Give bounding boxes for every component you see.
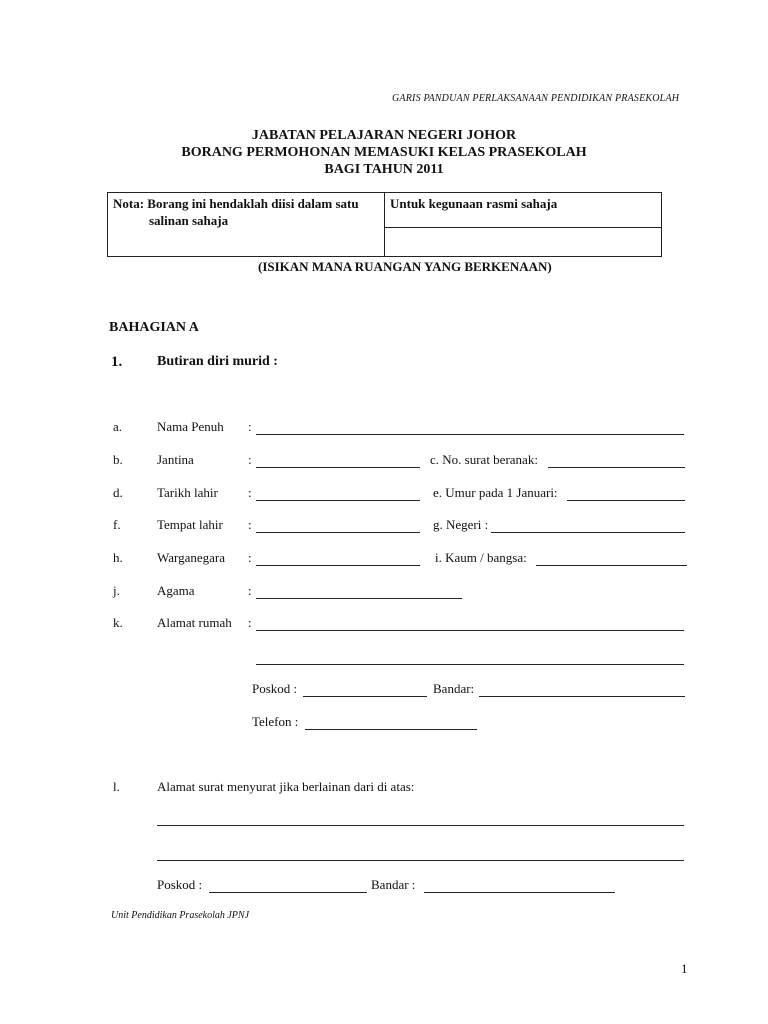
field-key: h. — [113, 550, 123, 565]
field-key: b. — [113, 452, 123, 467]
table-divider — [384, 193, 385, 256]
running-header: GARIS PANDUAN PERLAKSANAAN PENDIDIKAN PRASEKOLAH — [392, 93, 680, 104]
birth-cert-label: c. No. surat beranak: — [430, 452, 538, 467]
race-field[interactable] — [536, 565, 687, 566]
phone-label: Telefon : — [252, 714, 299, 729]
postcode-label: Poskod : — [252, 681, 298, 696]
field-key: k. — [113, 615, 123, 630]
official-use-label: Untuk kegunaan rasmi sahaja — [390, 196, 558, 211]
question-label: Butiran diri murid : — [157, 354, 278, 369]
colon: : — [248, 419, 252, 434]
table-divider — [384, 227, 661, 228]
religion-field[interactable] — [256, 598, 462, 599]
race-label: i. Kaum / bangsa: — [435, 550, 527, 565]
state-label: g. Negeri : — [433, 517, 489, 532]
city-field[interactable] — [479, 696, 685, 697]
title-form: BORANG PERMOHONAN MEMASUKI KELAS PRASEKOLAH — [181, 145, 587, 160]
question-number: 1. — [111, 354, 123, 370]
note-table — [107, 192, 662, 257]
colon: : — [248, 583, 252, 598]
religion-label: Agama — [157, 583, 195, 598]
mailing-address-line-1[interactable] — [157, 825, 684, 826]
citizenship-field[interactable] — [256, 565, 420, 566]
city-label: Bandar: — [433, 681, 475, 696]
title-department: JABATAN PELAJARAN NEGERI JOHOR — [251, 128, 517, 143]
section-heading: BAHAGIAN A — [109, 320, 199, 335]
home-address-line-2[interactable] — [256, 664, 684, 665]
title-year: BAGI TAHUN 2011 — [324, 162, 444, 177]
age-field[interactable] — [567, 500, 685, 501]
home-address-label: Alamat rumah — [157, 615, 232, 630]
age-label: e. Umur pada 1 Januari: — [433, 485, 558, 500]
colon: : — [248, 550, 252, 565]
note-line-1: Nota: Borang ini hendaklah diisi dalam satu — [113, 196, 359, 211]
field-key: a. — [113, 419, 123, 434]
full-name-field[interactable] — [256, 434, 684, 435]
page-number: 1 — [681, 961, 688, 976]
colon: : — [248, 452, 252, 467]
postcode-field[interactable] — [303, 696, 427, 697]
birth-cert-field[interactable] — [548, 467, 685, 468]
field-key: l. — [113, 779, 120, 794]
birth-date-field[interactable] — [256, 500, 420, 501]
colon: : — [248, 485, 252, 500]
birth-date-label: Tarikh lahir — [157, 485, 218, 500]
instruction-text: (ISIKAN MANA RUANGAN YANG BERKENAAN) — [258, 259, 552, 274]
gender-field[interactable] — [256, 467, 420, 468]
colon: : — [248, 615, 252, 630]
footer-unit: Unit Pendidikan Prasekolah JPNJ — [111, 910, 250, 921]
gender-label: Jantina — [157, 452, 194, 467]
field-key: f. — [113, 517, 121, 532]
field-key: d. — [113, 485, 123, 500]
birth-place-field[interactable] — [256, 532, 420, 533]
note-line-2: salinan sahaja — [149, 213, 229, 228]
mailing-address-label: Alamat surat menyurat jika berlainan dari di atas: — [157, 779, 415, 794]
mailing-postcode-field[interactable] — [209, 892, 367, 893]
mailing-address-line-2[interactable] — [157, 860, 684, 861]
home-address-line-1[interactable] — [256, 630, 684, 631]
mailing-city-field[interactable] — [424, 892, 615, 893]
mailing-postcode-label: Poskod : — [157, 877, 203, 892]
citizenship-label: Warganegara — [157, 550, 226, 565]
mailing-city-label: Bandar : — [371, 877, 416, 892]
full-name-label: Nama Penuh — [157, 419, 224, 434]
state-field[interactable] — [491, 532, 685, 533]
field-key: j. — [113, 583, 120, 598]
birth-place-label: Tempat lahir — [157, 517, 223, 532]
colon: : — [248, 517, 252, 532]
phone-field[interactable] — [305, 729, 477, 730]
